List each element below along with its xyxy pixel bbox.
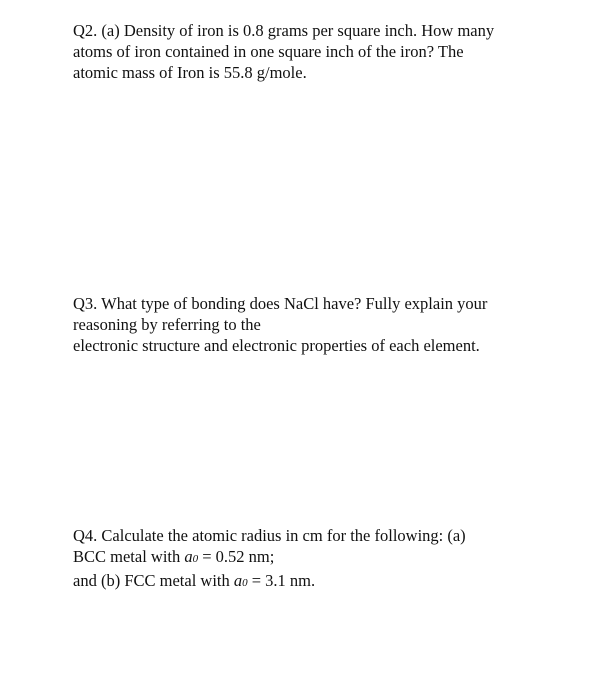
question-4-line-2-prefix: BCC metal with	[73, 547, 185, 566]
question-3-line-2: reasoning by referring to the	[73, 315, 261, 334]
question-4-line-2-suffix: = 0.52 nm;	[198, 547, 275, 566]
question-2	[73, 20, 593, 83]
question-4-line-3-prefix: and (b) FCC metal with	[73, 571, 234, 590]
question-2-line-2: atoms of iron contained in one square inch of the iron? The	[73, 42, 464, 61]
question-4-line-2	[73, 546, 593, 570]
question-4-line-3	[73, 570, 593, 594]
question-4-line-3-suffix: = 3.1 nm.	[247, 571, 316, 590]
question-2-line-1: Q2. (a) Density of iron is 0.8 grams per square inch. How many	[73, 21, 495, 40]
lattice-parameter-subscript: 0	[242, 577, 248, 589]
lattice-parameter-symbol: a	[233, 571, 243, 590]
question-3	[73, 293, 593, 356]
question-3-line-1: Q3. What type of bonding does NaCl have? Fully explain your	[73, 294, 488, 313]
lattice-parameter-symbol: a	[184, 547, 193, 566]
lattice-parameter-subscript: 0	[192, 553, 199, 565]
question-4-line-1: Q4. Calculate the atomic radius in cm for the following: (a)	[73, 526, 466, 545]
question-2-line-3: atomic mass of Iron is 55.8 g/mole.	[73, 63, 307, 82]
question-3-line-3: electronic structure and electronic properties of each element.	[73, 336, 480, 355]
question-4	[73, 525, 593, 594]
